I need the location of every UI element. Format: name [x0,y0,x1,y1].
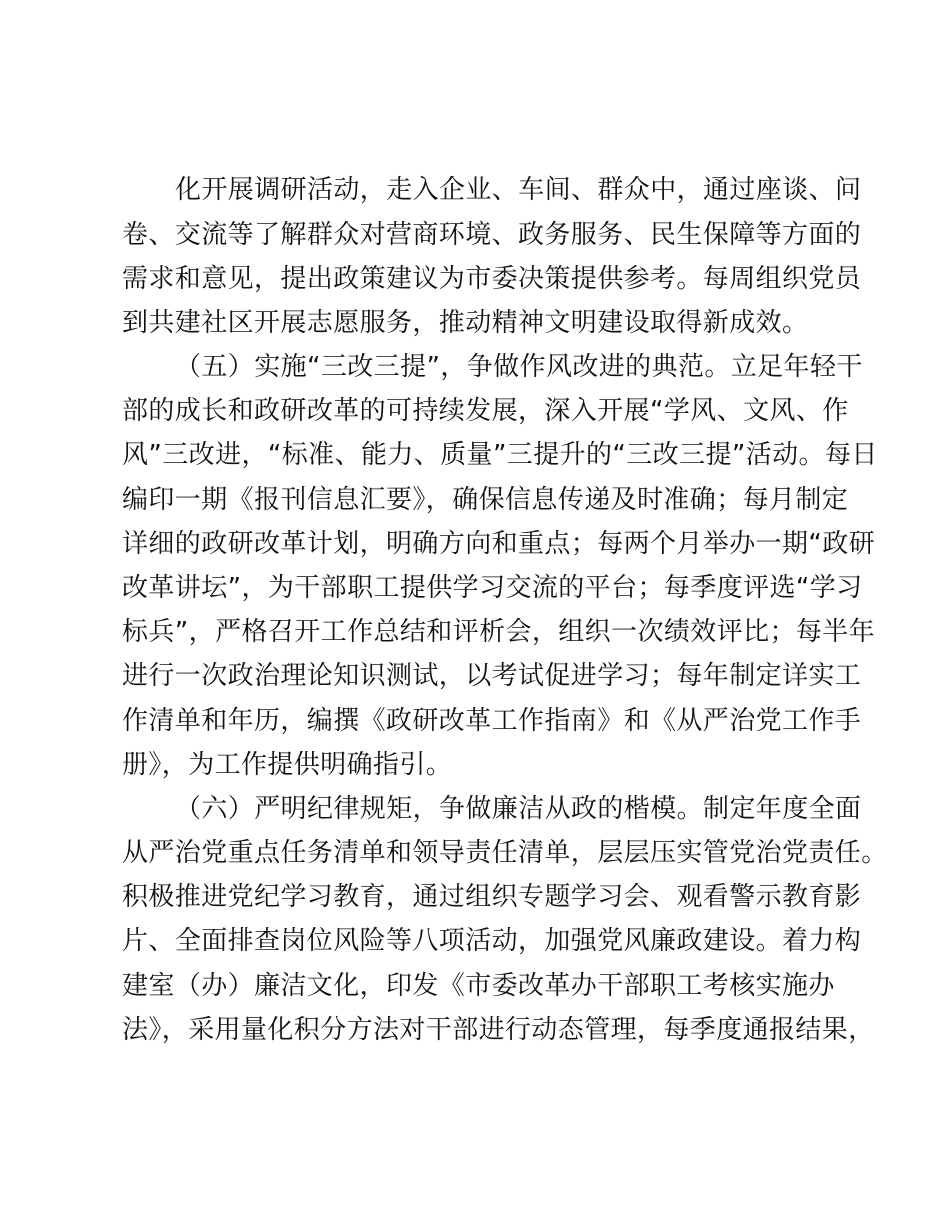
text-line: 到共建社区开展志愿服务，推动精神文明建设取得新成效。 [122,308,809,338]
text-line: 部的成长和政研改革的可持续发展，深入开展“学风、文风、作 [122,396,849,426]
text-line: 建室（办）廉洁文化，印发《市委改革办干部职工考核实施办 [122,971,835,1001]
text-line: 法》，采用量化积分方法对干部进行动态管理，每季度通报结果， [122,1015,875,1045]
text-line: 风”三改进，“标准、能力、质量”三提升的“三改三提”活动。每日 [122,440,878,470]
text-line: 标兵”，严格召开工作总结和评析会，组织一次绩效评比；每半年 [122,617,876,647]
text-line: 册》，为工作提供明确指引。 [122,750,453,780]
text-line: 积极推进党纪学习教育，通过组织专题学习会、观看警示教育影 [122,882,862,912]
text-line: 卷、交流等了解群众对营商环境、政务服务、民生保障等方面的 [122,220,862,250]
text-line: 化开展调研活动，走入企业、车间、群众中，通过座谈、问 [175,175,862,205]
text-line: 片、全面排查岗位风险等八项活动，加强党风廉政建设。着力构 [122,926,862,956]
text-line: 编印一期《报刊信息汇要》，确保信息传递及时准确；每月制定 [122,485,849,515]
text-line: 详细的政研改革计划，明确方向和重点；每两个月举办一期“政研 [122,529,876,559]
text-line: 进行一次政治理论知识测试，以考试促进学习；每年制定详实工 [122,661,862,691]
section-heading-line: （六）严明纪律规矩，争做廉洁从政的楷模。制定年度全面 [175,794,862,824]
text-line: 改革讲坛”，为干部职工提供学习交流的平台；每季度评选“学习 [122,573,863,603]
text-line: 作清单和年历，编撰《政研改革工作指南》和《从严治党工作手 [122,706,862,736]
section-heading-line: （五）实施“三改三提”，争做作风改进的典范。立足年轻干 [175,352,863,382]
text-line: 从严治党重点任务清单和领导责任清单，层层压实管党治党责任。 [122,838,888,868]
text-line: 需求和意见，提出政策建议为市委决策提供参考。每周组织党员 [122,264,862,294]
